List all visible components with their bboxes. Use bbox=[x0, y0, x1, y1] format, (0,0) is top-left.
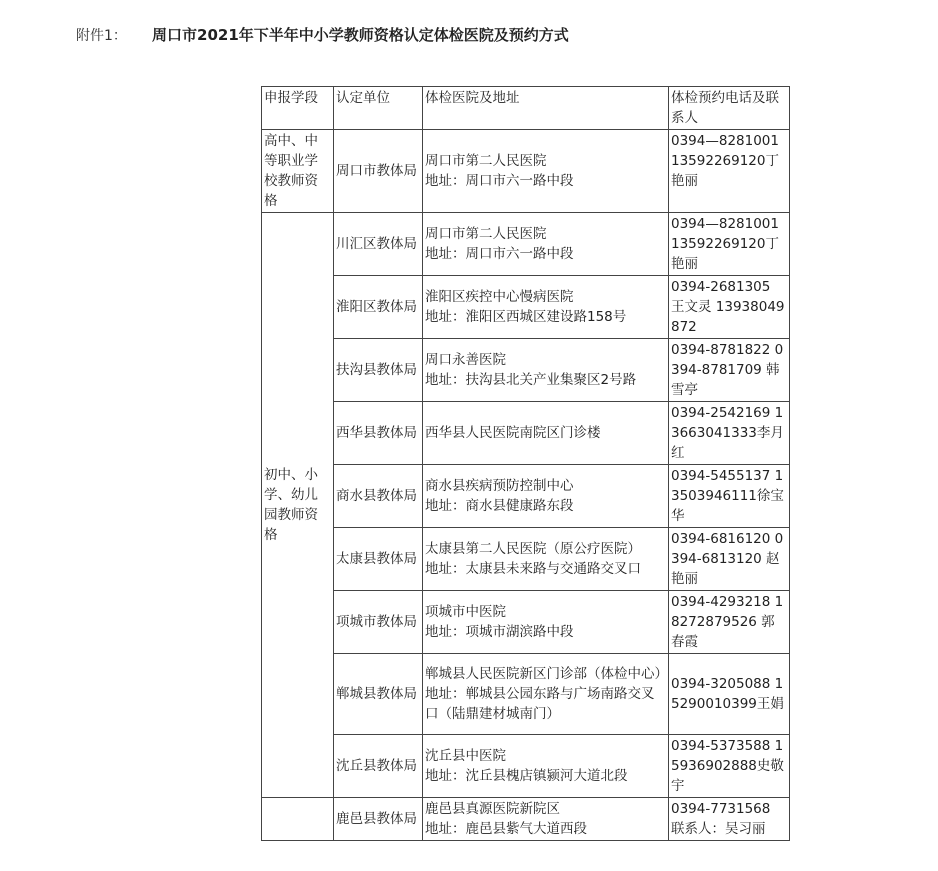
unit-cell: 项城市教体局 bbox=[334, 591, 423, 654]
unit-cell: 沈丘县教体局 bbox=[334, 735, 423, 798]
unit-cell: 川汇区教体局 bbox=[334, 213, 423, 276]
table-row bbox=[262, 591, 790, 654]
contact-cell: 0394-3205088 15290010399王娟 bbox=[669, 654, 790, 735]
table-header-row bbox=[262, 87, 790, 130]
hospital-name: 商水县疾病预防控制中心 bbox=[425, 478, 574, 494]
contact-cell: 0394-2542169 13663041333李月红 bbox=[669, 402, 790, 465]
hospital-name: 沈丘县中医院 bbox=[425, 748, 506, 764]
contact-cell: 0394-6816120 0394-6813120 赵艳丽 bbox=[669, 528, 790, 591]
contact-cell: 0394—8281001 13592269120丁艳丽 bbox=[669, 213, 790, 276]
contact-cell: 0394-5373588 15936902888史敬宇 bbox=[669, 735, 790, 798]
hospital-name: 郸城县人民医院新区门诊部（体检中心） bbox=[425, 666, 668, 682]
hospital-address: 地址：淮阳区西城区建设路158号 bbox=[425, 309, 627, 325]
stage-cell bbox=[262, 798, 334, 841]
table-row bbox=[262, 465, 790, 528]
hospital-address: 地址：太康县未来路与交通路交叉口 bbox=[425, 561, 641, 577]
column-header-unit: 认定单位 bbox=[334, 87, 423, 130]
hospital-cell bbox=[423, 465, 669, 528]
hospital-name: 西华县人民医院南院区门诊楼 bbox=[425, 425, 601, 441]
table-row bbox=[262, 528, 790, 591]
hospital-cell bbox=[423, 339, 669, 402]
hospital-cell bbox=[423, 130, 669, 213]
hospital-name: 周口市第二人民医院 bbox=[425, 153, 547, 169]
unit-cell: 商水县教体局 bbox=[334, 465, 423, 528]
column-header-hospital: 体检医院及地址 bbox=[423, 87, 669, 130]
unit-cell: 扶沟县教体局 bbox=[334, 339, 423, 402]
contact-cell: 0394-8781822 0394-8781709 韩雪亭 bbox=[669, 339, 790, 402]
column-header-stage: 申报学段 bbox=[262, 87, 334, 130]
contact-cell: 0394-4293218 18272879526 郭春霞 bbox=[669, 591, 790, 654]
hospital-address: 地址：周口市六一路中段 bbox=[425, 173, 574, 189]
table-row bbox=[262, 798, 790, 841]
table-row bbox=[262, 735, 790, 798]
hospital-cell bbox=[423, 528, 669, 591]
unit-cell: 鹿邑县教体局 bbox=[334, 798, 423, 841]
stage-cell: 高中、中等职业学校教师资格 bbox=[262, 130, 334, 213]
unit-cell: 郸城县教体局 bbox=[334, 654, 423, 735]
hospital-cell bbox=[423, 213, 669, 276]
hospital-cell bbox=[423, 276, 669, 339]
contact-cell: 0394-5455137 13503946111徐宝华 bbox=[669, 465, 790, 528]
table-row bbox=[262, 654, 790, 735]
hospital-address: 地址：商水县健康路东段 bbox=[425, 498, 574, 514]
unit-cell: 淮阳区教体局 bbox=[334, 276, 423, 339]
contact-cell: 0394-2681305 王文灵 13938049872 bbox=[669, 276, 790, 339]
table-row bbox=[262, 213, 790, 276]
hospital-cell bbox=[423, 402, 669, 465]
hospital-cell bbox=[423, 798, 669, 841]
hospital-address: 地址：郸城县公园东路与广场南路交叉口（陆鼎建材城南门） bbox=[425, 686, 655, 722]
attachment-label: 附件1： bbox=[76, 28, 127, 44]
hospital-table bbox=[261, 86, 790, 841]
unit-cell: 西华县教体局 bbox=[334, 402, 423, 465]
contact-cell: 0394-7731568 联系人：吴习丽 bbox=[669, 798, 790, 841]
hospital-name: 太康县第二人民医院（原公疗医院） bbox=[425, 541, 641, 557]
hospital-address: 地址：扶沟县北关产业集聚区2号路 bbox=[425, 372, 637, 388]
hospital-cell bbox=[423, 654, 669, 735]
hospital-address: 地址：沈丘县槐店镇颍河大道北段 bbox=[425, 768, 628, 784]
column-header-contact: 体检预约电话及联系人 bbox=[669, 87, 790, 130]
unit-cell: 太康县教体局 bbox=[334, 528, 423, 591]
hospital-address: 地址：鹿邑县紫气大道西段 bbox=[425, 821, 587, 837]
stage-cell: 初中、小学、幼儿园教师资格 bbox=[262, 213, 334, 798]
table-row bbox=[262, 276, 790, 339]
hospital-name: 周口市第二人民医院 bbox=[425, 226, 547, 242]
page-title: 周口市2021年下半年中小学教师资格认定体检医院及预约方式 bbox=[152, 26, 569, 44]
hospital-cell bbox=[423, 735, 669, 798]
hospital-name: 淮阳区疾控中心慢病医院 bbox=[425, 289, 574, 305]
page-heading bbox=[76, 24, 569, 46]
hospital-name: 项城市中医院 bbox=[425, 604, 506, 620]
table-row bbox=[262, 130, 790, 213]
hospital-address: 地址：项城市湖滨路中段 bbox=[425, 624, 574, 640]
hospital-address: 地址：周口市六一路中段 bbox=[425, 246, 574, 262]
hospital-name: 鹿邑县真源医院新院区 bbox=[425, 801, 560, 817]
hospital-cell bbox=[423, 591, 669, 654]
hospital-name: 周口永善医院 bbox=[425, 352, 506, 368]
unit-cell: 周口市教体局 bbox=[334, 130, 423, 213]
contact-cell: 0394—8281001 13592269120丁艳丽 bbox=[669, 130, 790, 213]
table-row bbox=[262, 339, 790, 402]
table-row bbox=[262, 402, 790, 465]
